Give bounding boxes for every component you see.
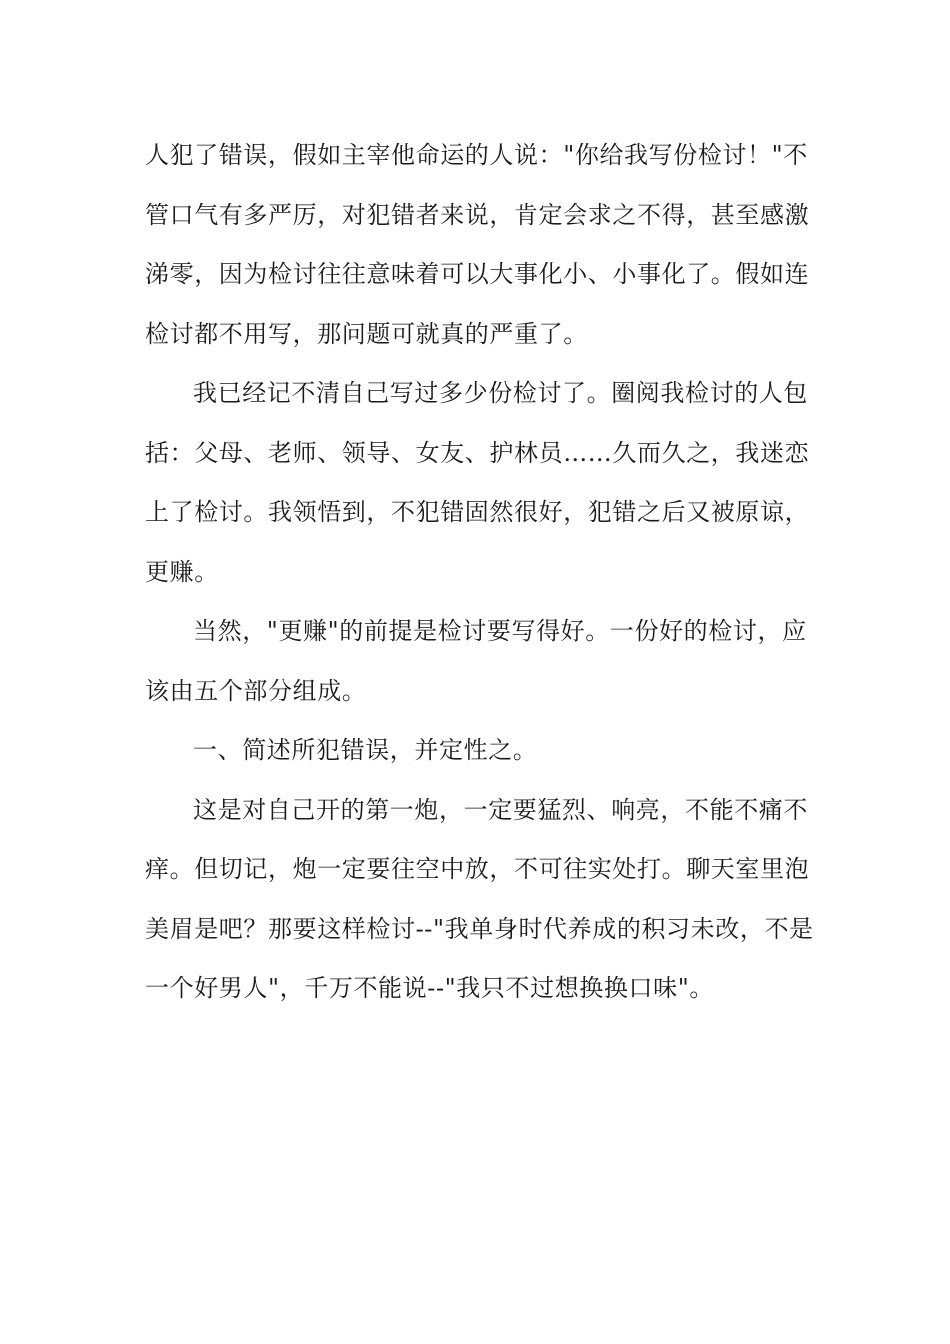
text-line: 更赚。 <box>145 557 219 586</box>
text-line: 上了检讨。我领悟到，不犯错固然很好，犯错之后又被原谅， <box>145 498 810 526</box>
paragraph-2 <box>145 364 810 602</box>
paragraph-3 <box>145 602 810 721</box>
text-line: 美眉是吧？那要这样检讨--"我单身时代养成的积习未改，不是 <box>145 914 814 943</box>
text-line: 当然，"更赚"的前提是检讨要写得好。一份好的检讨，应 <box>193 617 807 645</box>
text-line: 一个好男人"，千万不能说--"我只不过想换换口味"。 <box>145 974 714 1002</box>
paragraph-5 <box>145 781 814 1019</box>
text-line: 该由五个部分组成。 <box>145 676 367 705</box>
text-line: 痒。但切记，炮一定要往空中放，不可往实处打。聊天室里泡 <box>145 855 810 883</box>
section-heading <box>145 721 810 781</box>
paragraph-1 <box>145 126 810 364</box>
text-line: 括：父母、老师、领导、女友、护林员……久而久之，我迷恋 <box>145 438 810 467</box>
text-line: 人犯了错误，假如主宰他命运的人说："你给我写份检讨！"不 <box>145 141 808 169</box>
text-line: 管口气有多严厉，对犯错者来说，肯定会求之不得，甚至感激 <box>145 200 810 229</box>
text-line: 这是对自己开的第一炮，一定要猛烈、响亮，不能不痛不 <box>193 795 808 824</box>
document-body <box>145 126 814 1019</box>
text-line: 一、简述所犯错误，并定性之。 <box>193 736 538 764</box>
text-line: 涕零，因为检讨往往意味着可以大事化小、小事化了。假如连 <box>145 260 810 288</box>
text-line: 我已经记不清自己写过多少份检讨了。圈阅我检讨的人包 <box>193 379 808 407</box>
text-line: 检讨都不用写，那问题可就真的严重了。 <box>145 319 588 348</box>
